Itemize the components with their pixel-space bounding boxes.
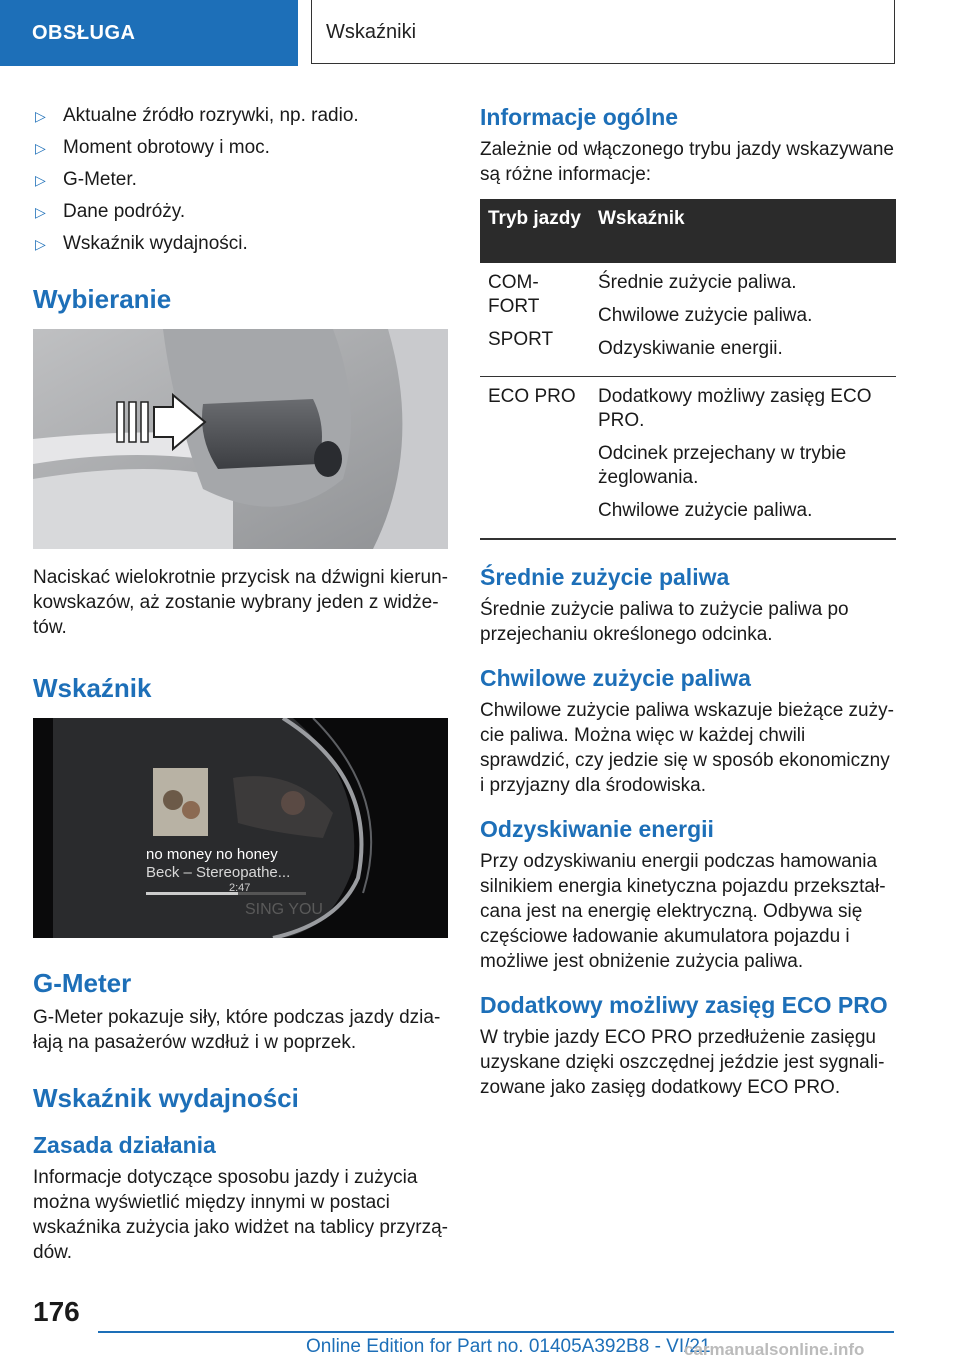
list-item: ▷ G-Meter.	[33, 164, 448, 196]
song-title: no money no honey	[146, 846, 278, 863]
subheading-zasada: Zasada działania	[33, 1132, 216, 1158]
section-tab[interactable]: OBSŁUGA	[0, 0, 298, 66]
list-item: ▷ Dane podróży.	[33, 196, 448, 228]
wydajnosc-text: Informacje dotyczące sposobu jazdy i zużycia można wyświetlić między innymi w postaci wskaźnika zużycia jako widżet na tablicy przyrządów.	[33, 1167, 448, 1263]
background-text: SING YOU	[245, 901, 323, 918]
table-row	[480, 377, 896, 540]
modes-table	[480, 199, 896, 540]
column-header-mode: Tryb jazdy	[480, 199, 590, 263]
artist-name: Beck – Stereopathe...	[146, 864, 291, 881]
page-number: 176	[33, 1296, 80, 1327]
column-header-indicator: Wskaźnik	[590, 199, 896, 263]
indicator-cell: Dodatkowy możliwy zasięg ECO PRO. Odcinek przejechany w trybie żeglowania. Chwilowe zużycie paliwa.	[590, 377, 896, 540]
mode-cell: ECO PRO	[480, 377, 590, 540]
heading-wskaznik: Wskaźnik	[33, 673, 152, 703]
track-time: 2:47	[229, 882, 251, 894]
heading-srednie: Średnie zużycie paliwa	[480, 564, 730, 590]
left-column	[33, 100, 448, 1265]
stalk-photo	[33, 329, 448, 549]
odzyskiwanie-text: Przy odzyskiwaniu energii podczas hamowania silnikiem energia kinetyczna pojazdu przekształcana jest na energię elektryczną. Odbywa się częściowe ładowanie akumulatora pojazdu i możliwe jest obniżenie zużycia paliwa.	[480, 851, 886, 972]
edition-text: Online Edition for Part no. 01405A392B8 - VI/21	[306, 1336, 711, 1357]
footer-divider	[98, 1331, 894, 1333]
heading-wybieranie: Wybieranie	[33, 284, 172, 314]
informacje-text: Zależnie od włączonego trybu jazdy wskazywane są różne informacje:	[480, 139, 894, 185]
chapter-title: Wskaźniki	[311, 0, 895, 64]
eco-pro-text: W trybie jazdy ECO PRO przedłużenie zasięgu uzyskane dzięki oszczędnej jeździe jest sygnalizowane jako zasięg dodatkowy ECO PRO.	[480, 1027, 885, 1098]
watermark: carmanualsonline.info	[684, 1340, 865, 1359]
indicator-cell: Średnie zużycie paliwa. Chwilowe zużycie paliwa. Odzyskiwanie energii.	[590, 263, 896, 377]
widget-list	[33, 100, 448, 260]
srednie-text: Średnie zużycie paliwa to zużycie paliwa po przejechaniu określonego odcinka.	[480, 599, 849, 645]
list-item: ▷ Moment obrotowy i moc.	[33, 132, 448, 164]
heading-odzyskiwanie: Odzyskiwanie energii	[480, 816, 714, 842]
triangle-bullet-icon: ▷	[35, 204, 46, 220]
gmeter-text: G-Meter pokazuje siły, które podczas jazdy działają na pasażerów wzdłuż i w poprzek.	[33, 1007, 441, 1053]
wybieranie-text: Naciskać wielokrotnie przycisk na dźwigni kierunkowskazów, aż zostanie wybrany jeden z widżetów.	[33, 567, 448, 638]
cluster-display-photo	[33, 718, 448, 938]
list-item: ▷ Aktualne źródło rozrywki, np. radio.	[33, 100, 448, 132]
triangle-bullet-icon: ▷	[35, 172, 46, 188]
triangle-bullet-icon: ▷	[35, 108, 46, 124]
chwilowe-text: Chwilowe zużycie paliwa wskazuje bieżące zużycie paliwa. Można więc w każdej chwili sprawdzić, czy jedzie się w sposób ekonomiczny i przyjazny dla środowiska.	[480, 700, 894, 796]
heading-eco-pro: Dodatkowy możliwy zasięg ECO PRO	[480, 992, 888, 1018]
table-row	[480, 263, 896, 377]
mode-cell: COMFORT SPORT	[480, 263, 590, 377]
triangle-bullet-icon: ▷	[35, 236, 46, 252]
triangle-bullet-icon: ▷	[35, 140, 46, 156]
heading-gmeter: G-Meter	[33, 968, 132, 998]
list-item: ▷ Wskaźnik wydajności.	[33, 228, 448, 260]
right-column	[480, 100, 896, 1100]
heading-informacje: Informacje ogólne	[480, 104, 679, 130]
heading-chwilowe: Chwilowe zużycie paliwa	[480, 665, 751, 691]
heading-wydajnosc: Wskaźnik wydajności	[33, 1083, 299, 1113]
table-header-row	[480, 199, 896, 263]
